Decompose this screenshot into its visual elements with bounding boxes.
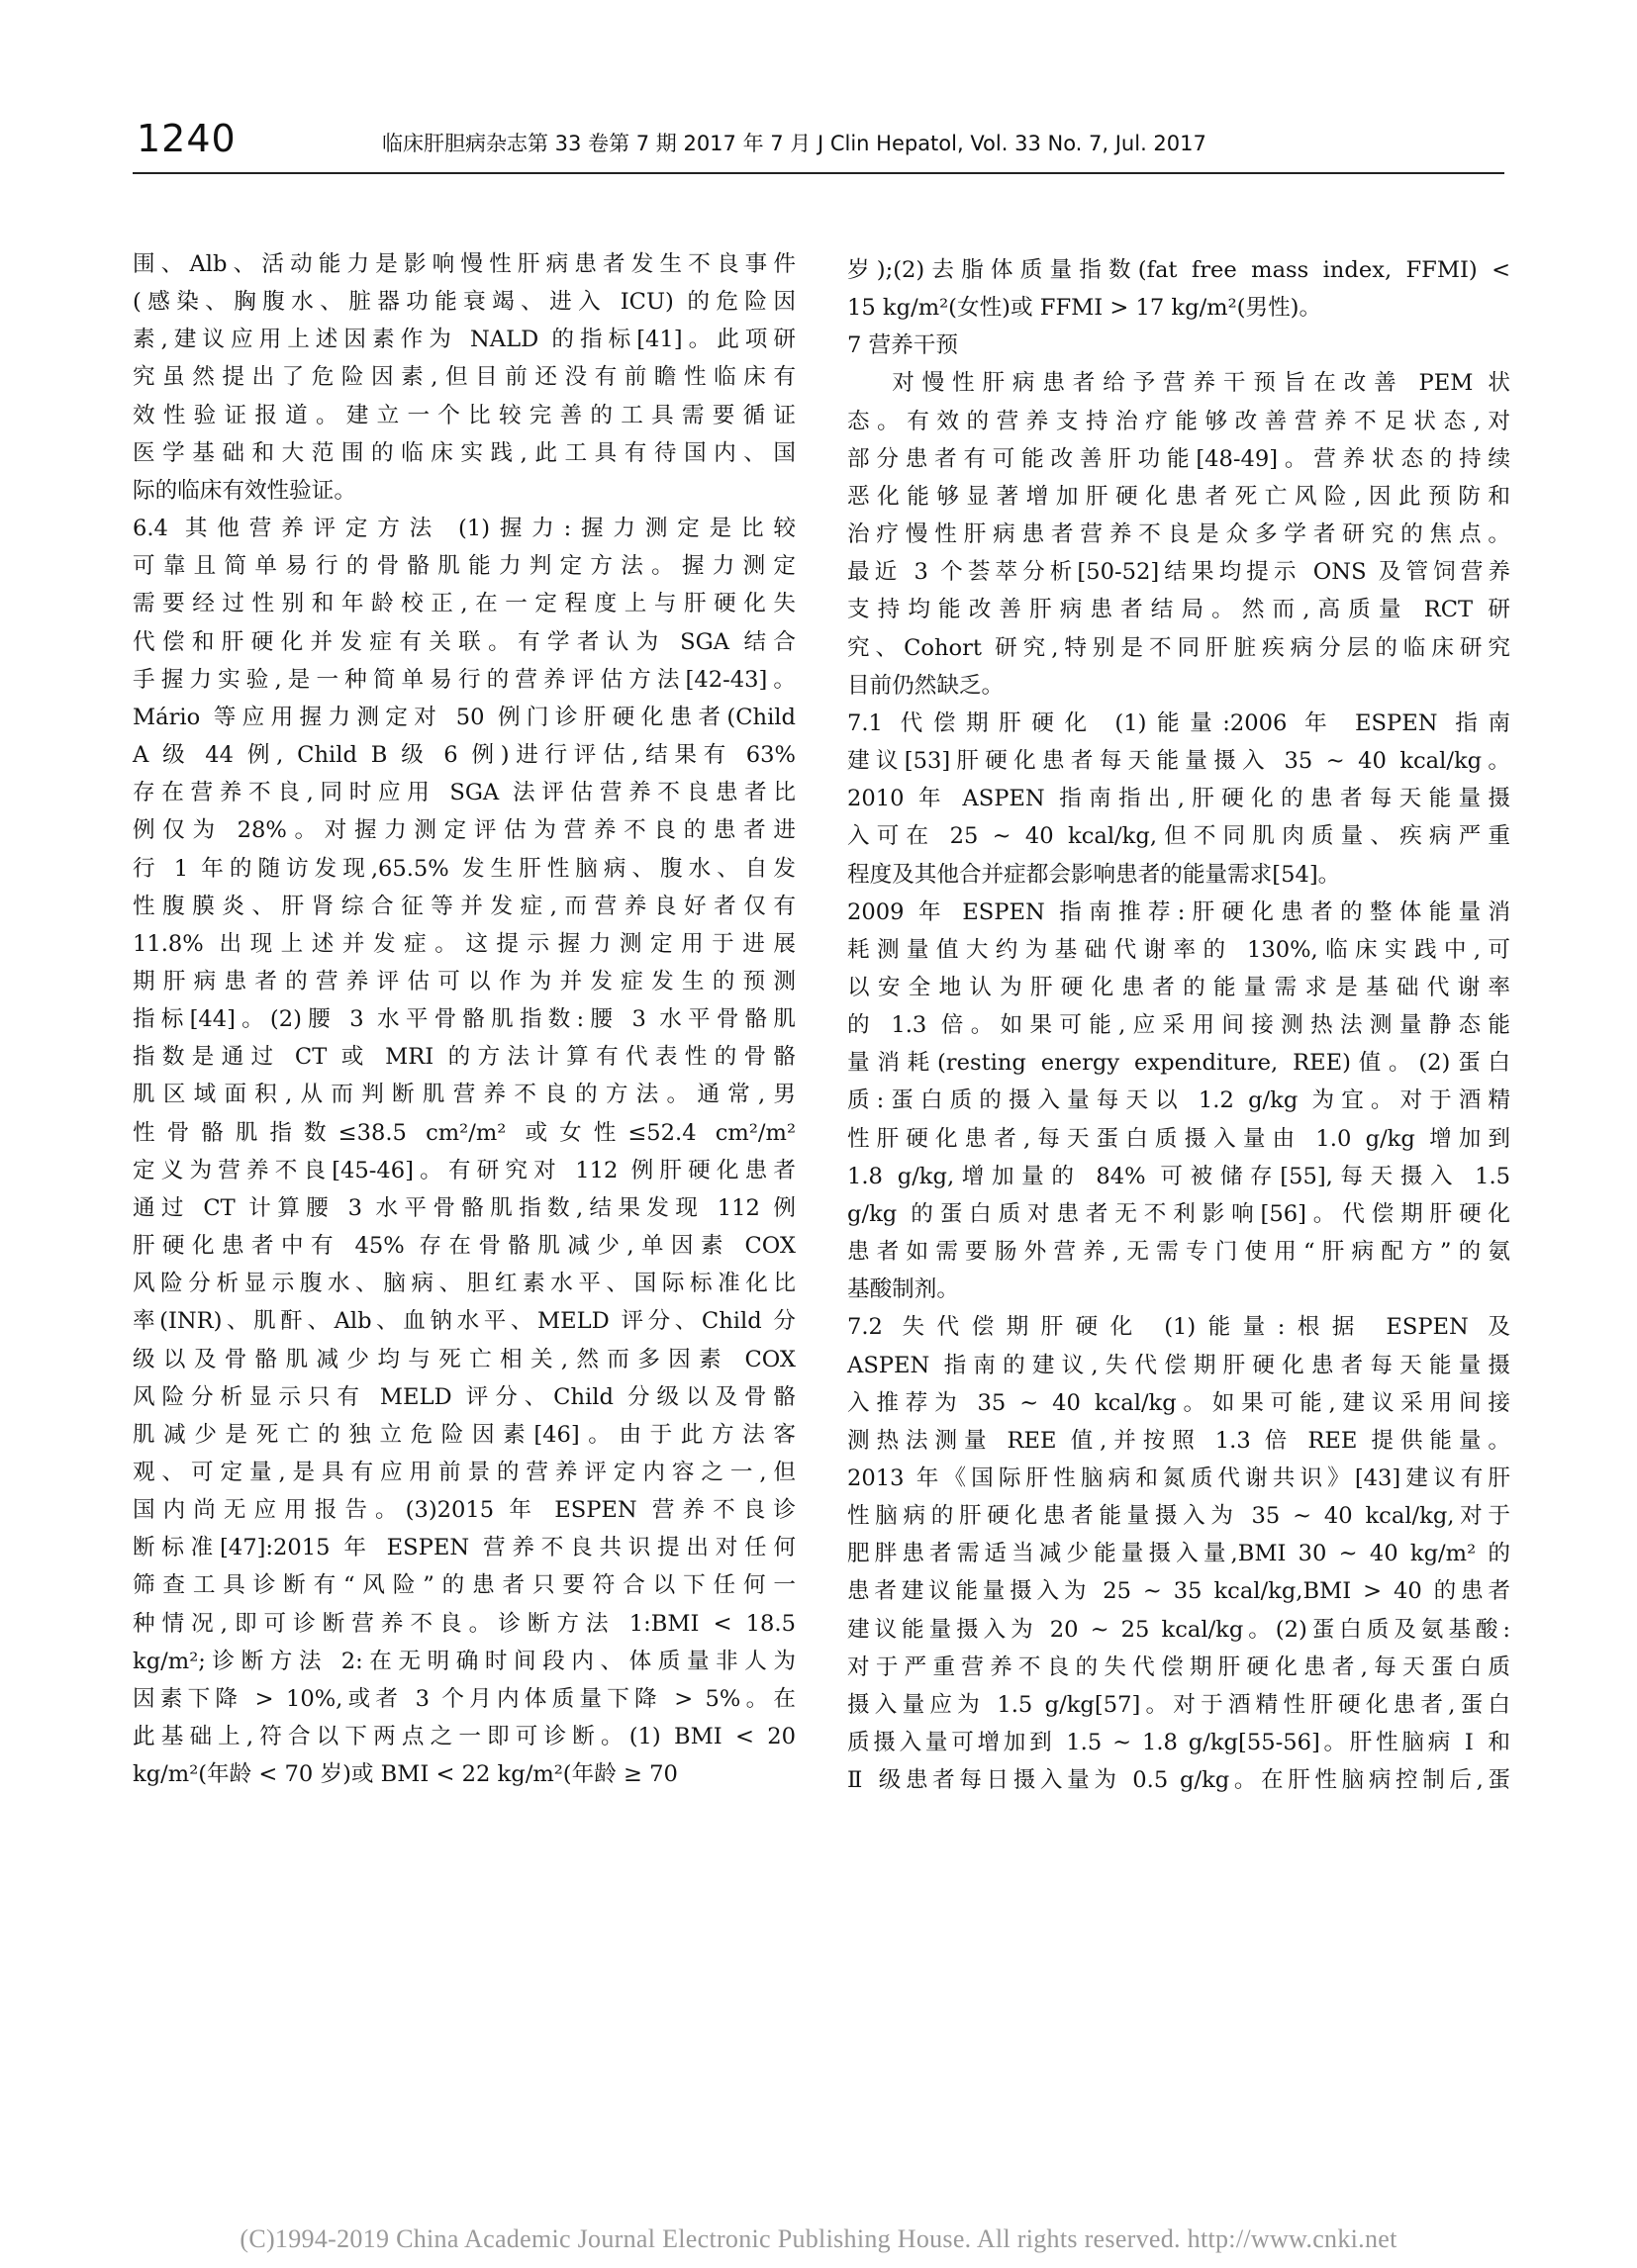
text-line: Mário 等应用握力测定对 50 例门诊肝硬化患者(Child: [133, 704, 796, 730]
text-line: 级以及骨骼肌减少均与死亡相关,然而多因素 COX: [133, 1346, 796, 1372]
text-line: 存在营养不良,同时应用 SGA 法评估营养不良患者比: [133, 780, 796, 806]
text-line: A 级 44 例, Child B 级 6 例)进行评估,结果有 63%: [133, 742, 796, 769]
text-line: 的 1.3 倍。如果可能,应采用间接测热法测量静态能: [847, 1012, 1510, 1039]
text-line: 究虽然提出了危险因素,但目前还没有前瞻性临床有: [133, 364, 796, 391]
left-column: [133, 245, 796, 1793]
text-line: 2010 年 ASPEN 指南指出,肝硬化的患者每天能量摄: [847, 786, 1510, 812]
text-line: 因素下降 > 10%,或者 3 个月内体质量下降 > 5%。在: [133, 1685, 796, 1712]
text-line: 观、可定量,是具有应用前景的营养评定内容之一,但: [133, 1460, 796, 1485]
text-line: (感染、胸腹水、脏器功能衰竭、进入 ICU) 的危险因: [133, 289, 796, 316]
text-line: 测热法测量 REE 值,并按照 1.3 倍 REE 提供能量。: [847, 1427, 1510, 1454]
text-line: 7 营养干预: [847, 332, 958, 359]
text-line: 性肝硬化患者,每天蛋白质摄入量由 1.0 g/kg 增加到: [847, 1125, 1510, 1152]
text-line: 7.2 失代偿期肝硬化 (1)能量:根据 ESPEN 及: [847, 1314, 1510, 1341]
text-line: 手握力实验,是一种简单易行的营养评估方法[42-43]。: [133, 666, 796, 693]
text-line: 对慢性肝病患者给予营养干预旨在改善 PEM 状: [892, 370, 1510, 397]
text-line: g/kg 的蛋白质对患者无不利影响[56]。代偿期肝硬化: [847, 1200, 1510, 1227]
text-line: 程度及其他合并症都会影响患者的能量需求[54]。: [847, 861, 1341, 888]
text-line: 以安全地认为肝硬化患者的能量需求是基础代谢率: [847, 974, 1510, 1000]
text-line: 支持均能改善肝病患者结局。然而,高质量 RCT 研: [847, 597, 1510, 623]
text-line: 行 1 年的随访发现,65.5% 发生肝性脑病、腹水、自发: [133, 855, 796, 882]
text-line: 岁);(2)去脂体质量指数(fat free mass index, FFMI) <: [847, 257, 1510, 283]
text-line: 11.8% 出现上述并发症。这提示握力测定用于进展: [133, 930, 796, 957]
text-line: 指数是通过 CT 或 MRI 的方法计算有代表性的骨骼: [133, 1044, 796, 1071]
copyright-footer: (C)1994-2019 China Academic Journal Electronic Publishing House. All rights reserved. http://www.cnki.net: [240, 2224, 1397, 2253]
text-line: 围、Alb、活动能力是影响慢性肝病患者发生不良事件: [133, 251, 796, 277]
text-line: 15 kg/m²(女性)或 FFMI > 17 kg/m²(男性)。: [847, 295, 1322, 322]
page-number: 1240: [137, 117, 237, 160]
text-line: 医学基础和大范围的临床实践,此工具有待国内、国: [133, 439, 796, 466]
text-line: 际的临床有效性验证。: [133, 477, 356, 504]
text-line: 恶化能够显著增加肝硬化患者死亡风险,因此预防和: [847, 483, 1510, 510]
text-line: ASPEN 指南的建议,失代偿期肝硬化患者每天能量摄: [847, 1352, 1510, 1378]
text-line: 患者建议能量摄入为 25 ~ 35 kcal/kg,BMI > 40 的患者: [847, 1578, 1510, 1605]
text-line: 质摄入量可增加到 1.5 ~ 1.8 g/kg[55-56]。肝性脑病 Ⅰ 和: [847, 1730, 1510, 1756]
text-line: 7.1 代偿期肝硬化 (1)能量:2006 年 ESPEN 指南: [847, 709, 1510, 736]
text-line: 耗测量值大约为基础代谢率的 130%,临床实践中,可: [847, 936, 1510, 963]
text-line: 可靠且简单易行的骨骼肌能力判定方法。握力测定: [133, 553, 796, 580]
text-line: 风险分析显示腹水、脑病、胆红素水平、国际标准化比: [133, 1271, 796, 1297]
text-line: 1.8 g/kg,增加量的 84% 可被储存[55],每天摄入 1.5: [847, 1163, 1510, 1189]
text-line: 期肝病患者的营养评估可以作为并发症发生的预测: [133, 968, 796, 994]
text-line: 需要经过性别和年龄校正,在一定程度上与肝硬化失: [133, 591, 796, 617]
text-line: 性骨骼肌指数≤38.5 cm²/m² 或女性≤52.4 cm²/m²: [133, 1119, 796, 1146]
text-line: 肝硬化患者中有 45% 存在骨骼肌减少,单因素 COX: [133, 1233, 796, 1260]
text-line: 定义为营养不良[45-46]。有研究对 112 例肝硬化患者: [133, 1157, 796, 1183]
text-line: 治疗慢性肝病患者营养不良是众多学者研究的焦点。: [847, 521, 1510, 548]
text-line: 2009 年 ESPEN 指南推荐:肝硬化患者的整体能量消: [847, 898, 1510, 925]
page-header: [0, 0, 1637, 178]
text-line: 肌区域面积,从而判断肌营养不良的方法。通常,男: [133, 1082, 796, 1108]
text-line: 最近 3 个荟萃分析[50-52]结果均提示 ONS 及管饲营养: [847, 559, 1510, 586]
right-column: [847, 251, 1510, 1799]
header-rule: [133, 172, 1504, 174]
text-line: 目前仍然缺乏。: [847, 672, 1005, 699]
text-line: 断标准[47]:2015 年 ESPEN 营养不良共识提出对任何: [133, 1535, 796, 1561]
running-head: 临床肝胆病杂志第 33 卷第 7 期 2017 年 7 月 J Clin Hepatol, Vol. 33 No. 7, Jul. 2017: [382, 132, 1206, 155]
text-line: 入可在 25 ~ 40 kcal/kg,但不同肌肉质量、疾病严重: [847, 823, 1510, 850]
text-line: 质:蛋白质的摄入量每天以 1.2 g/kg 为宜。对于酒精: [847, 1087, 1510, 1114]
text-line: 国内尚无应用报告。(3)2015 年 ESPEN 营养不良诊: [133, 1497, 796, 1524]
text-line: 患者如需要肠外营养,无需专门使用“肝病配方”的氨: [847, 1239, 1510, 1266]
text-line: 通过 CT 计算腰 3 水平骨骼肌指数,结果发现 112 例: [133, 1194, 796, 1221]
text-line: 态。有效的营养支持治疗能够改善营养不足状态,对: [847, 408, 1510, 434]
text-line: 部分患者有可能改善肝功能[48-49]。营养状态的持续: [847, 445, 1510, 472]
text-line: Ⅱ 级患者每日摄入量为 0.5 g/kg。在肝性脑病控制后,蛋: [847, 1767, 1510, 1794]
text-line: 基酸制剂。: [847, 1276, 959, 1303]
text-line: 种情况,即可诊断营养不良。诊断方法 1:BMI < 18.5: [133, 1610, 796, 1637]
text-line: 入推荐为 35 ~ 40 kcal/kg。如果可能,建议采用间接: [847, 1389, 1510, 1416]
text-line: 代偿和肝硬化并发症有关联。有学者认为 SGA 结合: [133, 628, 796, 655]
text-line: 效性验证报道。建立一个比较完善的工具需要循证: [133, 402, 796, 428]
text-line: 究、Cohort 研究,特别是不同肝脏疾病分层的临床研究: [847, 634, 1510, 661]
text-line: 性脑病的肝硬化患者能量摄入为 35 ~ 40 kcal/kg,对于: [847, 1503, 1510, 1530]
text-line: 素,建议应用上述因素作为 NALD 的指标[41]。此项研: [133, 327, 796, 353]
text-line: 例仅为 28%。对握力测定评估为营养不良的患者进: [133, 817, 796, 844]
text-line: 筛查工具诊断有“风险”的患者只要符合以下任何一: [133, 1572, 796, 1599]
text-line: 建议[53]肝硬化患者每天能量摄入 35 ~ 40 kcal/kg。: [847, 748, 1510, 775]
text-line: 2013 年《国际肝性脑病和氮质代谢共识》[43]建议有肝: [847, 1465, 1510, 1491]
text-line: 此基础上,符合以下两点之一即可诊断。(1) BMI < 20: [133, 1724, 796, 1750]
text-line: 对于严重营养不良的失代偿期肝硬化患者,每天蛋白质: [847, 1654, 1510, 1680]
text-line: 肥胖患者需适当减少能量摄入量,BMI 30 ~ 40 kg/m² 的: [847, 1541, 1510, 1567]
text-line: 风险分析显示只有 MELD 评分、Child 分级以及骨骼: [133, 1383, 796, 1410]
text-line: 6.4 其他营养评定方法 (1)握力:握力测定是比较: [133, 516, 796, 542]
text-line: kg/m²;诊断方法 2:在无明确时间段内、体质量非人为: [133, 1648, 796, 1674]
text-line: 建议能量摄入为 20 ~ 25 kcal/kg。(2)蛋白质及氨基酸:: [847, 1616, 1510, 1643]
text-line: 性腹膜炎、肝肾综合征等并发症,而营养良好者仅有: [133, 893, 796, 919]
text-line: 率(INR)、肌酐、Alb、血钠水平、MELD 评分、Child 分: [133, 1308, 796, 1335]
text-line: 指标[44]。(2)腰 3 水平骨骼肌指数:腰 3 水平骨骼肌: [133, 1006, 796, 1033]
text-line: kg/m²(年龄 < 70 岁)或 BMI < 22 kg/m²(年龄 ≥ 70: [133, 1761, 678, 1788]
text-line: 量消耗(resting energy expenditure, REE)值。(2)蛋白: [847, 1050, 1510, 1077]
text-line: 摄入量应为 1.5 g/kg[57]。对于酒精性肝硬化患者,蛋白: [847, 1691, 1510, 1718]
text-line: 肌减少是死亡的独立危险因素[46]。由于此方法客: [133, 1421, 796, 1448]
